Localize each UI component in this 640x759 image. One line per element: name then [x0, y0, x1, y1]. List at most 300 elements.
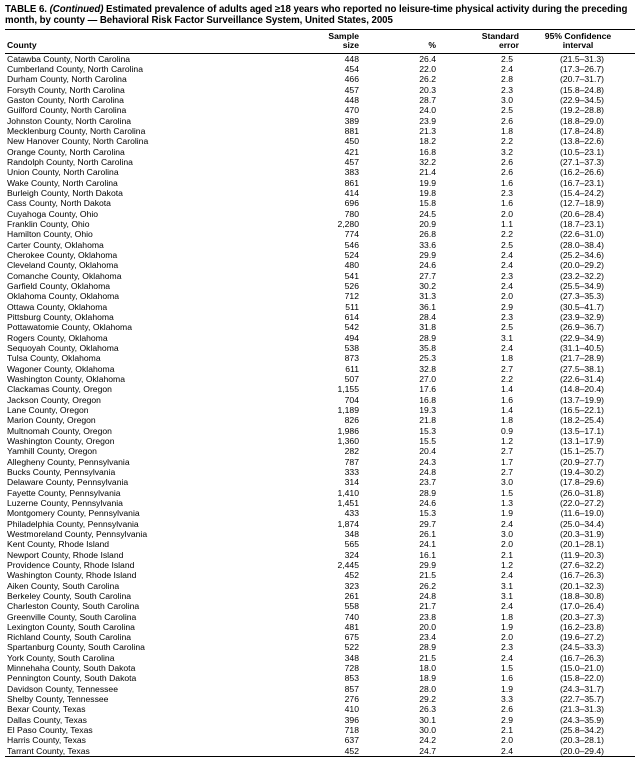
percent-cell: 29.9 — [419, 250, 436, 261]
table-row — [5, 694, 635, 704]
confidence-interval-cell: (24.3–31.7) — [560, 683, 604, 694]
sample-size-cell: 1,410 — [337, 487, 359, 498]
county-cell: Kent County, Rhode Island — [7, 539, 110, 550]
percent-cell: 21.3 — [419, 126, 436, 137]
standard-error-cell: 1.3 — [501, 497, 513, 508]
confidence-interval-cell: (19.2–28.8) — [560, 105, 604, 116]
county-cell: Allegheny County, Pennsylvania — [7, 456, 130, 467]
county-cell: Sequoyah County, Oklahoma — [7, 342, 119, 353]
table-row — [5, 715, 635, 725]
percent-cell: 15.3 — [419, 508, 436, 519]
standard-error-cell: 2.2 — [501, 373, 513, 384]
sample-size-cell: 450 — [344, 136, 359, 147]
sample-size-cell: 712 — [344, 291, 359, 302]
sample-size-cell: 675 — [344, 632, 359, 643]
standard-error-cell: 0.9 — [501, 425, 513, 436]
table-row — [5, 663, 635, 673]
county-cell: Cumberland County, North Carolina — [7, 64, 143, 75]
percent-cell: 26.4 — [419, 53, 436, 64]
percent-cell: 26.2 — [419, 74, 436, 85]
county-cell: Washington County, Rhode Island — [7, 570, 137, 581]
table-row — [5, 74, 635, 84]
sample-size-cell: 1,360 — [337, 435, 359, 446]
header-row — [5, 29, 635, 53]
table-row — [5, 322, 635, 332]
percent-cell: 26.8 — [419, 229, 436, 240]
confidence-interval-cell: (20.0–29.2) — [560, 260, 604, 271]
county-cell: El Paso County, Texas — [7, 725, 93, 736]
confidence-interval-cell: (10.5–23.1) — [560, 146, 604, 157]
standard-error-cell: 3.2 — [501, 146, 513, 157]
standard-error-cell: 2.0 — [501, 632, 513, 643]
standard-error-cell: 2.6 — [501, 157, 513, 168]
sample-size-cell: 2,445 — [337, 559, 359, 570]
county-cell: Burleigh County, North Dakota — [7, 188, 123, 199]
sample-size-cell: 389 — [344, 115, 359, 126]
table-row — [5, 374, 635, 384]
standard-error-cell: 2.1 — [501, 549, 513, 560]
table-row — [5, 136, 635, 146]
table-row — [5, 198, 635, 208]
table-row — [5, 622, 635, 632]
percent-cell: 24.8 — [419, 466, 436, 477]
county-cell: Wagoner County, Oklahoma — [7, 363, 115, 374]
col-header-percent: % — [361, 29, 438, 53]
confidence-interval-cell: (14.8–20.4) — [560, 384, 604, 395]
confidence-interval-cell: (21.3–31.3) — [560, 704, 604, 715]
percent-cell: 18.2 — [419, 136, 436, 147]
county-cell: Ottawa County, Oklahoma — [7, 301, 108, 312]
table-row — [5, 426, 635, 436]
county-cell: Bucks County, Pennsylvania — [7, 466, 116, 477]
confidence-interval-cell: (17.8–24.8) — [560, 126, 604, 137]
county-cell: Newport County, Rhode Island — [7, 549, 124, 560]
confidence-interval-cell: (23.9–32.9) — [560, 311, 604, 322]
sample-size-cell: 452 — [344, 570, 359, 581]
confidence-interval-cell: (16.7–26.3) — [560, 570, 604, 581]
confidence-interval-cell: (27.3–35.3) — [560, 291, 604, 302]
standard-error-cell: 2.5 — [501, 239, 513, 250]
percent-cell: 31.3 — [419, 291, 436, 302]
table-row — [5, 704, 635, 714]
percent-cell: 36.1 — [419, 301, 436, 312]
col-header-sample-line1: Sample — [328, 30, 359, 41]
table-row — [5, 250, 635, 260]
sample-size-cell: 696 — [344, 198, 359, 209]
county-cell: Franklin County, Ohio — [7, 219, 90, 230]
sample-size-cell: 787 — [344, 456, 359, 467]
table-row — [5, 415, 635, 425]
confidence-interval-cell: (22.0–27.2) — [560, 497, 604, 508]
percent-cell: 27.0 — [419, 373, 436, 384]
standard-error-cell: 2.5 — [501, 53, 513, 64]
table-row — [5, 353, 635, 363]
standard-error-cell: 1.7 — [501, 456, 513, 467]
percent-cell: 28.9 — [419, 487, 436, 498]
col-header-se-line2: error — [498, 40, 519, 51]
standard-error-cell: 2.0 — [501, 735, 513, 746]
confidence-interval-cell: (24.3–35.9) — [560, 714, 604, 725]
sample-size-cell: 481 — [344, 621, 359, 632]
standard-error-cell: 2.6 — [501, 167, 513, 178]
percent-cell: 28.4 — [419, 311, 436, 322]
percent-cell: 30.2 — [419, 281, 436, 291]
sample-size-cell: 494 — [344, 332, 359, 343]
sample-size-cell: 826 — [344, 415, 359, 426]
percent-cell: 16.8 — [419, 394, 436, 405]
table-row — [5, 167, 635, 177]
county-cell: Bexar County, Texas — [7, 704, 86, 715]
confidence-interval-cell: (20.9–27.7) — [560, 456, 604, 467]
percent-cell: 21.7 — [419, 601, 436, 612]
standard-error-cell: 2.4 — [501, 260, 513, 271]
table-row — [5, 446, 635, 456]
county-cell: Union County, North Carolina — [7, 167, 119, 178]
confidence-interval-cell: (21.7–28.9) — [560, 353, 604, 364]
percent-cell: 24.8 — [419, 590, 436, 601]
sample-size-cell: 414 — [344, 188, 359, 199]
county-cell: Guilford County, North Carolina — [7, 105, 127, 116]
table-row — [5, 539, 635, 549]
county-cell: Tarrant County, Texas — [7, 745, 90, 756]
confidence-interval-cell: (16.2–26.6) — [560, 167, 604, 178]
standard-error-cell: 1.9 — [501, 508, 513, 519]
confidence-interval-cell: (16.5–22.1) — [560, 404, 604, 415]
title-label: TABLE 6. — [5, 4, 50, 15]
sample-size-cell: 333 — [344, 466, 359, 477]
sample-size-cell: 546 — [344, 239, 359, 250]
table-row — [5, 498, 635, 508]
percent-cell: 27.7 — [419, 270, 436, 281]
confidence-interval-cell: (17.3–26.7) — [560, 64, 604, 75]
table-row — [5, 550, 635, 560]
confidence-interval-cell: (20.0–29.4) — [560, 745, 604, 756]
county-cell: Luzerne County, Pennsylvania — [7, 497, 123, 508]
col-header-county: County — [5, 29, 299, 53]
confidence-interval-cell: (26.0–31.8) — [560, 487, 604, 498]
table-row — [5, 735, 635, 745]
confidence-interval-cell: (20.3–27.3) — [560, 611, 604, 622]
percent-cell: 20.4 — [419, 446, 436, 457]
standard-error-cell: 2.4 — [501, 250, 513, 261]
sample-size-cell: 323 — [344, 580, 359, 591]
sample-size-cell: 538 — [344, 342, 359, 353]
table-row — [5, 560, 635, 570]
county-cell: Hamilton County, Ohio — [7, 229, 93, 240]
percent-cell: 28.9 — [419, 332, 436, 343]
table-row — [5, 209, 635, 219]
percent-cell: 19.3 — [419, 404, 436, 415]
sample-size-cell: 558 — [344, 601, 359, 612]
sample-size-cell: 541 — [344, 270, 359, 281]
confidence-interval-cell: (22.9–34.9) — [560, 332, 604, 343]
sample-size-cell: 396 — [344, 714, 359, 725]
table-row — [5, 591, 635, 601]
county-cell: Cass County, North Dakota — [7, 198, 111, 209]
table-row — [5, 64, 635, 74]
county-cell: Forsyth County, North Carolina — [7, 84, 125, 95]
percent-cell: 20.0 — [419, 621, 436, 632]
percent-cell: 21.8 — [419, 415, 436, 426]
table-row — [5, 405, 635, 415]
sample-size-cell: 421 — [344, 146, 359, 157]
percent-cell: 19.8 — [419, 188, 436, 199]
sample-size-cell: 511 — [345, 301, 359, 312]
table-row — [5, 147, 635, 157]
county-cell: New Hanover County, North Carolina — [7, 136, 149, 147]
table-row — [5, 95, 635, 105]
percent-cell: 18.9 — [419, 673, 436, 684]
sample-size-cell: 774 — [344, 229, 359, 240]
confidence-interval-cell: (17.0–26.4) — [560, 601, 604, 612]
percent-cell: 28.7 — [419, 95, 436, 106]
col-header-confidence-interval — [521, 29, 635, 53]
percent-cell: 20.9 — [419, 219, 436, 230]
county-cell: Cleveland County, Oklahoma — [7, 260, 119, 271]
confidence-interval-cell: (28.0–38.4) — [560, 239, 604, 250]
county-cell: Montgomery County, Pennsylvania — [7, 508, 140, 519]
percent-cell: 23.7 — [419, 477, 436, 488]
col-header-ci-line1: 95% Confidence — [544, 30, 612, 41]
standard-error-cell: 2.9 — [501, 301, 513, 312]
confidence-interval-cell: (25.8–34.2) — [560, 725, 604, 736]
table-row — [5, 333, 635, 343]
standard-error-cell: 2.4 — [501, 64, 513, 75]
table-row — [5, 467, 635, 477]
percent-cell: 24.5 — [419, 208, 436, 219]
confidence-interval-cell: (13.7–19.9) — [560, 394, 604, 405]
percent-cell: 15.5 — [419, 435, 436, 446]
table-row — [5, 642, 635, 652]
standard-error-cell: 2.4 — [501, 652, 513, 663]
table-row — [5, 673, 635, 683]
sample-size-cell: 881 — [344, 126, 359, 137]
col-header-ci-line2: interval — [562, 40, 594, 51]
percent-cell: 24.3 — [419, 456, 436, 467]
county-cell: Delaware County, Pennsylvania — [7, 477, 129, 488]
title-continued: (Continued) — [49, 4, 104, 15]
table-row — [5, 343, 635, 353]
standard-error-cell: 2.4 — [501, 570, 513, 581]
sample-size-cell: 480 — [344, 260, 359, 271]
standard-error-cell: 2.0 — [501, 291, 513, 302]
percent-cell: 24.0 — [419, 105, 436, 116]
county-cell: Lane County, Oregon — [7, 404, 89, 415]
standard-error-cell: 2.9 — [501, 714, 513, 725]
confidence-interval-cell: (18.8–29.0) — [560, 115, 604, 126]
county-cell: Dallas County, Texas — [7, 714, 87, 725]
confidence-interval-cell: (15.4–24.2) — [560, 188, 604, 199]
table-row — [5, 116, 635, 126]
table-row — [5, 260, 635, 270]
col-header-sample-line2: size — [342, 40, 359, 51]
table-row — [5, 188, 635, 198]
confidence-interval-cell: (13.8–22.6) — [560, 136, 604, 147]
standard-error-cell: 2.4 — [501, 281, 513, 291]
sample-size-cell: 348 — [344, 652, 359, 663]
percent-cell: 18.0 — [419, 663, 436, 674]
percent-cell: 15.8 — [419, 198, 436, 209]
sample-size-cell: 1,986 — [337, 425, 359, 436]
county-cell: Rogers County, Oklahoma — [7, 332, 108, 343]
table-header — [5, 29, 635, 53]
col-header-sample-size — [299, 29, 361, 53]
standard-error-cell: 3.1 — [501, 590, 513, 601]
sample-size-cell: 780 — [344, 208, 359, 219]
table-row — [5, 219, 635, 229]
confidence-interval-cell: (20.1–32.3) — [560, 580, 604, 591]
confidence-interval-cell: (15.0–21.0) — [560, 663, 604, 674]
table-row — [5, 281, 635, 291]
percent-cell: 29.7 — [419, 518, 436, 529]
standard-error-cell: 2.3 — [501, 270, 513, 281]
sample-size-cell: 1,189 — [337, 404, 359, 415]
confidence-interval-cell: (22.6–31.4) — [560, 373, 604, 384]
county-cell: Orange County, North Carolina — [7, 146, 125, 157]
table-row — [5, 312, 635, 322]
county-cell: Richland County, South Carolina — [7, 632, 132, 643]
county-cell: Pittsburg County, Oklahoma — [7, 311, 114, 322]
sample-size-cell: 1,451 — [337, 497, 359, 508]
sample-size-cell: 314 — [344, 477, 359, 488]
standard-error-cell: 1.8 — [501, 126, 513, 137]
county-cell: Pottawatomie County, Oklahoma — [7, 322, 132, 333]
sample-size-cell: 637 — [344, 735, 359, 746]
title-rest: Estimated prevalence of adults aged ≥18 years who reported no leisure-time physical activity during the preceding month, by county — Behavioral Risk Factor Surveillance System, United States, 2005 — [5, 4, 628, 27]
percent-cell: 15.3 — [419, 425, 436, 436]
table-row — [5, 436, 635, 446]
county-cell: Multnomah County, Oregon — [7, 425, 112, 436]
county-cell: Durham County, North Carolina — [7, 74, 127, 85]
table-row — [5, 364, 635, 374]
standard-error-cell: 2.1 — [501, 725, 513, 736]
confidence-interval-cell: (22.9–34.5) — [560, 95, 604, 106]
confidence-interval-cell: (20.7–31.7) — [560, 74, 604, 85]
confidence-interval-cell: (30.5–41.7) — [560, 301, 604, 312]
prevalence-table — [5, 29, 635, 758]
percent-cell: 33.6 — [419, 239, 436, 250]
standard-error-cell: 2.7 — [501, 466, 513, 477]
sample-size-cell: 857 — [344, 683, 359, 694]
confidence-interval-cell: (19.4–30.2) — [560, 466, 604, 477]
table-row — [5, 384, 635, 394]
county-cell: Gaston County, North Carolina — [7, 95, 124, 106]
confidence-interval-cell: (20.3–28.1) — [560, 735, 604, 746]
county-cell: Marion County, Oregon — [7, 415, 96, 426]
table-row — [5, 570, 635, 580]
county-cell: Cherokee County, Oklahoma — [7, 250, 118, 261]
standard-error-cell: 2.5 — [501, 105, 513, 116]
standard-error-cell: 2.4 — [501, 601, 513, 612]
confidence-interval-cell: (24.5–33.3) — [560, 642, 604, 653]
table-body — [5, 53, 635, 756]
standard-error-cell: 1.8 — [501, 415, 513, 426]
percent-cell: 32.8 — [419, 363, 436, 374]
standard-error-cell: 1.5 — [501, 663, 513, 674]
percent-cell: 29.9 — [419, 559, 436, 570]
confidence-interval-cell: (19.6–27.2) — [560, 632, 604, 643]
sample-size-cell: 522 — [344, 642, 359, 653]
standard-error-cell: 1.8 — [501, 353, 513, 364]
table-row — [5, 746, 635, 757]
standard-error-cell: 2.8 — [501, 74, 513, 85]
percent-cell: 26.2 — [419, 580, 436, 591]
confidence-interval-cell: (20.1–28.1) — [560, 539, 604, 550]
sample-size-cell: 1,155 — [337, 384, 359, 395]
standard-error-cell: 1.6 — [501, 177, 513, 188]
sample-size-cell: 448 — [344, 53, 359, 64]
percent-cell: 26.1 — [419, 528, 436, 539]
sample-size-cell: 614 — [344, 311, 359, 322]
percent-cell: 30.1 — [419, 714, 436, 725]
confidence-interval-cell: (20.3–31.9) — [560, 528, 604, 539]
table-row — [5, 653, 635, 663]
standard-error-cell: 1.6 — [501, 198, 513, 209]
standard-error-cell: 2.3 — [501, 311, 513, 322]
confidence-interval-cell: (23.2–32.2) — [560, 270, 604, 281]
confidence-interval-cell: (25.5–34.9) — [560, 281, 604, 291]
county-cell: Mecklenburg County, North Carolina — [7, 126, 146, 137]
percent-cell: 24.7 — [419, 745, 436, 756]
sample-size-cell: 565 — [344, 539, 359, 550]
table-row — [5, 229, 635, 239]
sample-size-cell: 526 — [344, 281, 359, 291]
confidence-interval-cell: (13.5–17.1) — [560, 425, 604, 436]
standard-error-cell: 1.8 — [501, 611, 513, 622]
table-row — [5, 85, 635, 95]
confidence-interval-cell: (31.1–40.5) — [560, 342, 604, 353]
standard-error-cell: 1.1 — [501, 219, 513, 230]
sample-size-cell: 454 — [344, 64, 359, 75]
table-row — [5, 529, 635, 539]
standard-error-cell: 2.3 — [501, 188, 513, 199]
county-cell: Greenville County, South Carolina — [7, 611, 137, 622]
county-cell: Oklahoma County, Oklahoma — [7, 291, 120, 302]
confidence-interval-cell: (27.5–38.1) — [560, 363, 604, 374]
percent-cell: 25.3 — [419, 353, 436, 364]
confidence-interval-cell: (18.7–23.1) — [560, 219, 604, 230]
percent-cell: 24.1 — [419, 539, 436, 550]
county-cell: Shelby County, Tennessee — [7, 694, 109, 705]
table-row — [5, 684, 635, 694]
county-cell: Catawba County, North Carolina — [7, 53, 131, 64]
percent-cell: 31.8 — [419, 322, 436, 333]
county-cell: Westmoreland County, Pennsylvania — [7, 528, 148, 539]
confidence-interval-cell: (18.2–25.4) — [560, 415, 604, 426]
standard-error-cell: 1.6 — [501, 394, 513, 405]
standard-error-cell: 1.4 — [501, 384, 513, 395]
table-row — [5, 291, 635, 301]
county-cell: Aiken County, South Carolina — [7, 580, 120, 591]
standard-error-cell: 3.0 — [501, 528, 513, 539]
county-cell: Washington County, Oklahoma — [7, 373, 125, 384]
sample-size-cell: 433 — [344, 508, 359, 519]
sample-size-cell: 2,280 — [337, 219, 359, 230]
county-cell: Davidson County, Tennessee — [7, 683, 118, 694]
standard-error-cell: 2.6 — [501, 115, 513, 126]
county-cell: Tulsa County, Oklahoma — [7, 353, 101, 364]
table-row — [5, 632, 635, 642]
percent-cell: 28.9 — [419, 642, 436, 653]
county-cell: Cuyahoga County, Ohio — [7, 208, 99, 219]
table-row — [5, 601, 635, 611]
standard-error-cell: 2.7 — [501, 446, 513, 457]
county-cell: Jackson County, Oregon — [7, 394, 101, 405]
county-cell: Clackamas County, Oregon — [7, 384, 112, 395]
standard-error-cell: 3.0 — [501, 95, 513, 106]
confidence-interval-cell: (15.8–22.0) — [560, 673, 604, 684]
table-title — [0, 0, 640, 29]
